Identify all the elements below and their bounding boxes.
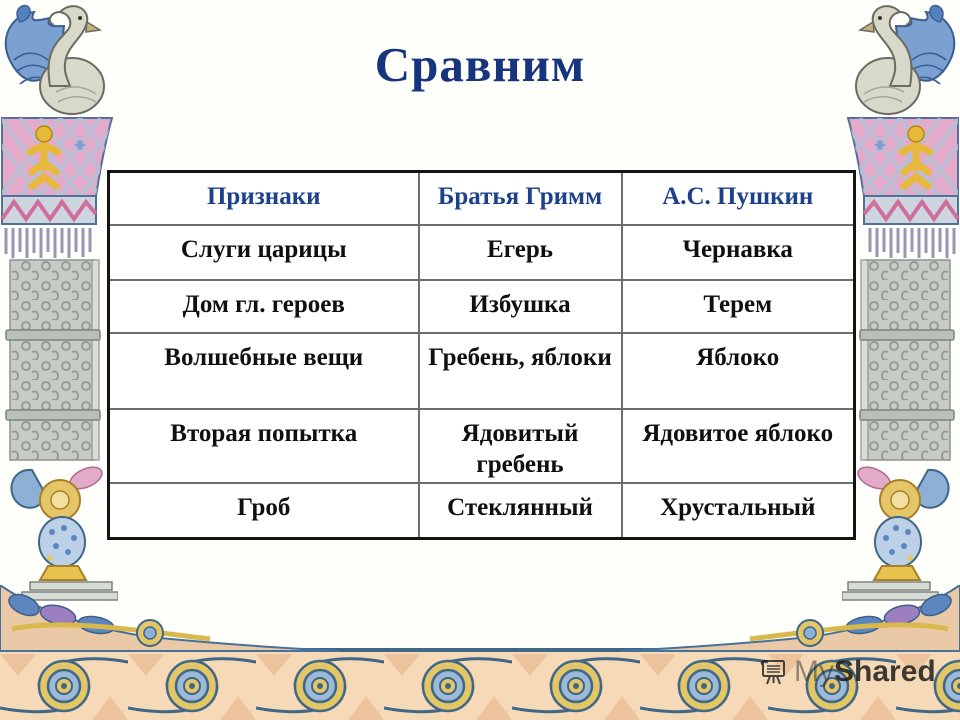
table-cell: Хрустальный [622,483,855,539]
table-cell: Избушка [419,280,622,333]
table-header-row [109,172,855,225]
comparison-table [107,170,856,540]
table-row [109,483,855,539]
table-header-cell: А.С. Пушкин [622,172,855,225]
table-cell: Егерь [419,225,622,280]
table-cell: Волшебные вещи [109,333,419,409]
table-row [109,280,855,333]
column-shaft-ornament [6,260,100,460]
table-cell: Гребень, яблоки [419,333,622,409]
slide-title: Сравним [374,37,586,92]
column-base-ornament [11,463,118,600]
table-cell: Гроб [109,483,419,539]
table-cell: Дом гл. героев [109,280,419,333]
table-header-cell: Признаки [109,172,419,225]
table-row [109,225,855,280]
table-cell: Стеклянный [419,483,622,539]
watermark-text: MyShared [794,655,936,688]
table-header-cell: Братья Гримм [419,172,622,225]
table-cell: Слуги царицы [109,225,419,280]
table-cell: Чернавка [622,225,855,280]
table-cell: Терем [622,280,855,333]
table-cell: Яблоко [622,333,855,409]
table-cell: Ядовитое яблоко [622,409,855,483]
presentation-screen-icon [758,658,788,686]
table-cell: Вторая попытка [109,409,419,483]
table-row [109,333,855,409]
column-capital-ornament [0,118,118,258]
myshared-watermark[interactable] [758,650,948,694]
table-cell: Ядовитый гребень [419,409,622,483]
table-row [109,409,855,483]
